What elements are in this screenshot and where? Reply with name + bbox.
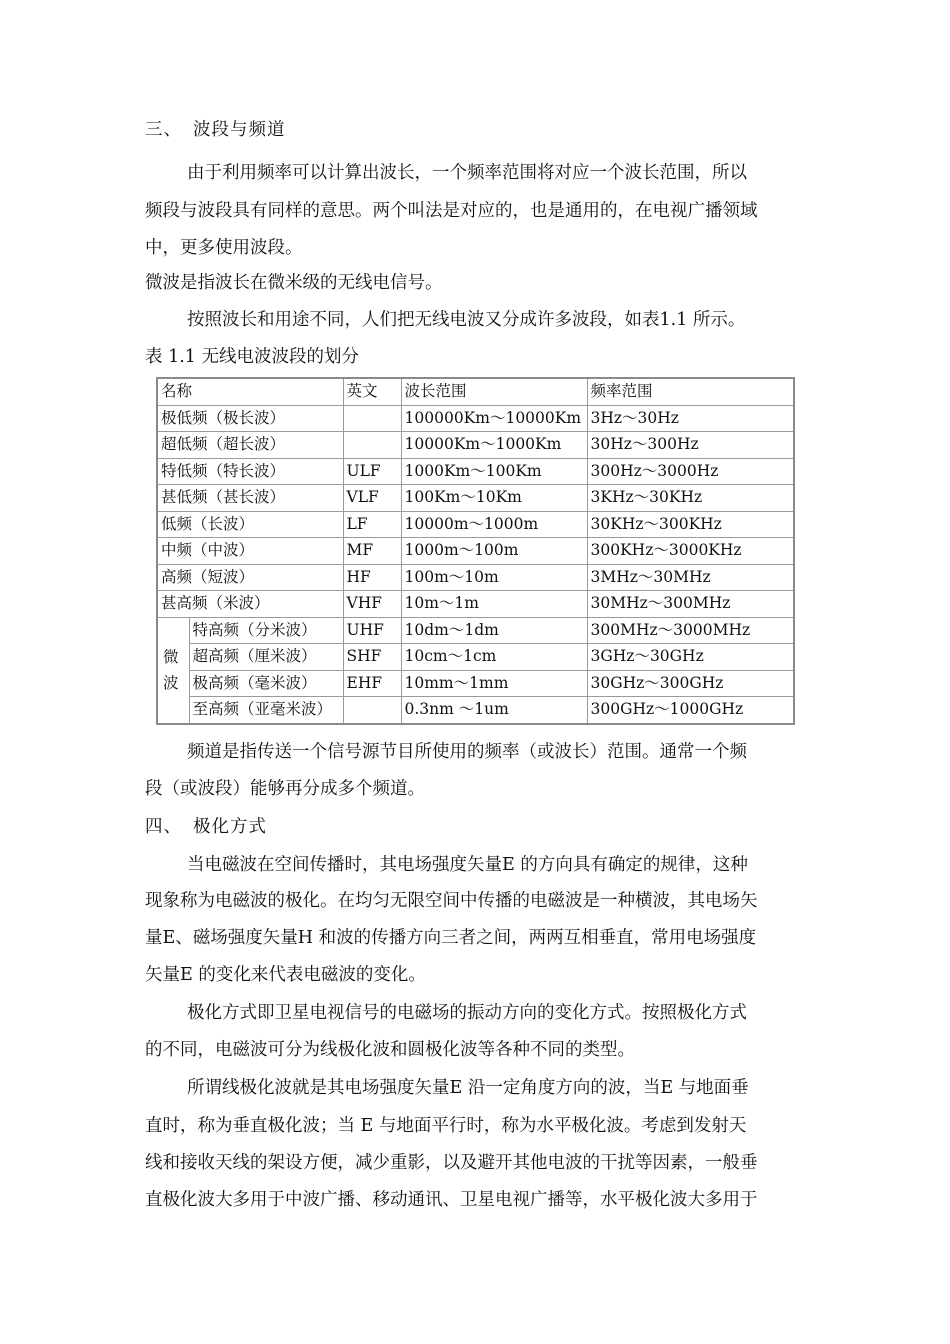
header-frequency: 频率范围 (587, 378, 794, 405)
section-3-title: 波段与频道 (193, 120, 286, 140)
section-4-heading (145, 815, 267, 839)
band-english: HF (343, 564, 401, 591)
paragraph-line: 量E、磁场强度矢量H 和波的传播方向三者之间，两两互相垂直，常用电场强度 (145, 928, 757, 948)
band-english: EHF (343, 670, 401, 697)
table-row (157, 617, 794, 644)
band-name: 超高频（厘米波） (189, 644, 343, 671)
band-english (343, 405, 401, 432)
band-english: ULF (343, 458, 401, 485)
band-wavelength: 10m～1m (401, 591, 587, 618)
band-english: MF (343, 538, 401, 565)
table-header-row (157, 378, 794, 405)
band-name: 极低频（极长波） (157, 405, 343, 432)
header-name: 名称 (157, 378, 343, 405)
band-frequency: 300MHz～3000MHz (587, 617, 794, 644)
table-caption: 表 1.1 无线电波波段的划分 (145, 347, 359, 367)
table-row (157, 511, 794, 538)
band-english: LF (343, 511, 401, 538)
table-row (157, 644, 794, 671)
section-4-number: 四、 (145, 817, 182, 837)
band-wavelength: 100000Km～10000Km (401, 405, 587, 432)
band-name: 极高频（毫米波） (189, 670, 343, 697)
section-3-number: 三、 (145, 120, 182, 140)
section-4-title: 极化方式 (193, 817, 267, 837)
paragraph-line: 段（或波段）能够再分成多个频道。 (145, 779, 425, 799)
band-frequency: 3Hz～30Hz (587, 405, 794, 432)
band-frequency: 300KHz～3000KHz (587, 538, 794, 565)
paragraph-line: 矢量E 的变化来代表电磁波的变化。 (145, 965, 426, 985)
table-row (157, 485, 794, 512)
microwave-label-char: 波 (163, 674, 179, 692)
band-wavelength: 100Km～10Km (401, 485, 587, 512)
table-row (157, 405, 794, 432)
band-name: 特高频（分米波） (189, 617, 343, 644)
band-english: SHF (343, 644, 401, 671)
header-english: 英文 (343, 378, 401, 405)
paragraph-line: 极化方式即卫星电视信号的电磁场的振动方向的变化方式。按照极化方式 (187, 1003, 747, 1023)
paragraph-line: 由于利用频率可以计算出波长，一个频率范围将对应一个波长范围，所以 (187, 163, 747, 183)
radio-band-table (156, 377, 795, 725)
table-row (157, 591, 794, 618)
band-frequency: 3MHz～30MHz (587, 564, 794, 591)
paragraph-line: 频道是指传送一个信号源节目所使用的频率（或波长）范围。通常一个频 (187, 742, 747, 762)
table-row (157, 697, 794, 724)
band-frequency: 3KHz～30KHz (587, 485, 794, 512)
microwave-group-label (157, 617, 189, 724)
band-name: 特低频（特长波） (157, 458, 343, 485)
band-frequency: 30MHz～300MHz (587, 591, 794, 618)
band-english (343, 697, 401, 724)
band-english (343, 432, 401, 459)
band-name: 中频（中波） (157, 538, 343, 565)
band-name: 高频（短波） (157, 564, 343, 591)
paragraph-line: 微波是指波长在微米级的无线电信号。 (145, 273, 443, 293)
band-frequency: 30Hz～300Hz (587, 432, 794, 459)
band-frequency: 3GHz～30GHz (587, 644, 794, 671)
band-wavelength: 1000m～100m (401, 538, 587, 565)
band-wavelength: 10cm～1cm (401, 644, 587, 671)
band-name: 至高频（亚毫米波） (189, 697, 343, 724)
band-frequency: 30GHz～300GHz (587, 670, 794, 697)
band-wavelength: 0.3nm ～1um (401, 697, 587, 724)
paragraph-line: 当电磁波在空间传播时，其电场强度矢量E 的方向具有确定的规律，这种 (187, 855, 748, 875)
band-name: 低频（长波） (157, 511, 343, 538)
paragraph-line: 线和接收天线的架设方便，减少重影，以及避开其他电波的干扰等因素，一般垂 (145, 1153, 758, 1173)
band-frequency: 300Hz～3000Hz (587, 458, 794, 485)
band-english: UHF (343, 617, 401, 644)
band-name: 超低频（超长波） (157, 432, 343, 459)
paragraph-line: 频段与波段具有同样的意思。两个叫法是对应的，也是通用的，在电视广播领域 (145, 201, 758, 221)
band-frequency: 300GHz～1000GHz (587, 697, 794, 724)
paragraph-line: 直时，称为垂直极化波；当 E 与地面平行时，称为水平极化波。考虑到发射天 (145, 1116, 747, 1136)
paragraph-line: 直极化波大多用于中波广播、移动通讯、卫星电视广播等，水平极化波大多用于 (145, 1190, 758, 1210)
paragraph-line: 中，更多使用波段。 (145, 238, 303, 258)
band-wavelength: 1000Km～100Km (401, 458, 587, 485)
table-row (157, 564, 794, 591)
band-wavelength: 10000m～1000m (401, 511, 587, 538)
paragraph-line: 现象称为电磁波的极化。在均匀无限空间中传播的电磁波是一种横波，其电场矢 (145, 891, 758, 911)
microwave-label-char: 微 (163, 648, 179, 666)
table-row (157, 458, 794, 485)
band-wavelength: 10dm～1dm (401, 617, 587, 644)
band-english: VHF (343, 591, 401, 618)
paragraph-line: 按照波长和用途不同，人们把无线电波又分成许多波段，如表1.1 所示。 (187, 310, 746, 330)
table-row (157, 432, 794, 459)
paragraph-line: 所谓线极化波就是其电场强度矢量E 沿一定角度方向的波，当E 与地面垂 (187, 1078, 749, 1098)
band-wavelength: 10000Km～1000Km (401, 432, 587, 459)
band-frequency: 30KHz～300KHz (587, 511, 794, 538)
band-wavelength: 10mm～1mm (401, 670, 587, 697)
band-wavelength: 100m～10m (401, 564, 587, 591)
table-row (157, 670, 794, 697)
paragraph-line: 的不同，电磁波可分为线极化波和圆极化波等各种不同的类型。 (145, 1040, 635, 1060)
header-wavelength: 波长范围 (401, 378, 587, 405)
table-row (157, 538, 794, 565)
band-name: 甚低频（甚长波） (157, 485, 343, 512)
section-3-heading (145, 118, 286, 142)
band-english: VLF (343, 485, 401, 512)
band-name: 甚高频（米波） (157, 591, 343, 618)
